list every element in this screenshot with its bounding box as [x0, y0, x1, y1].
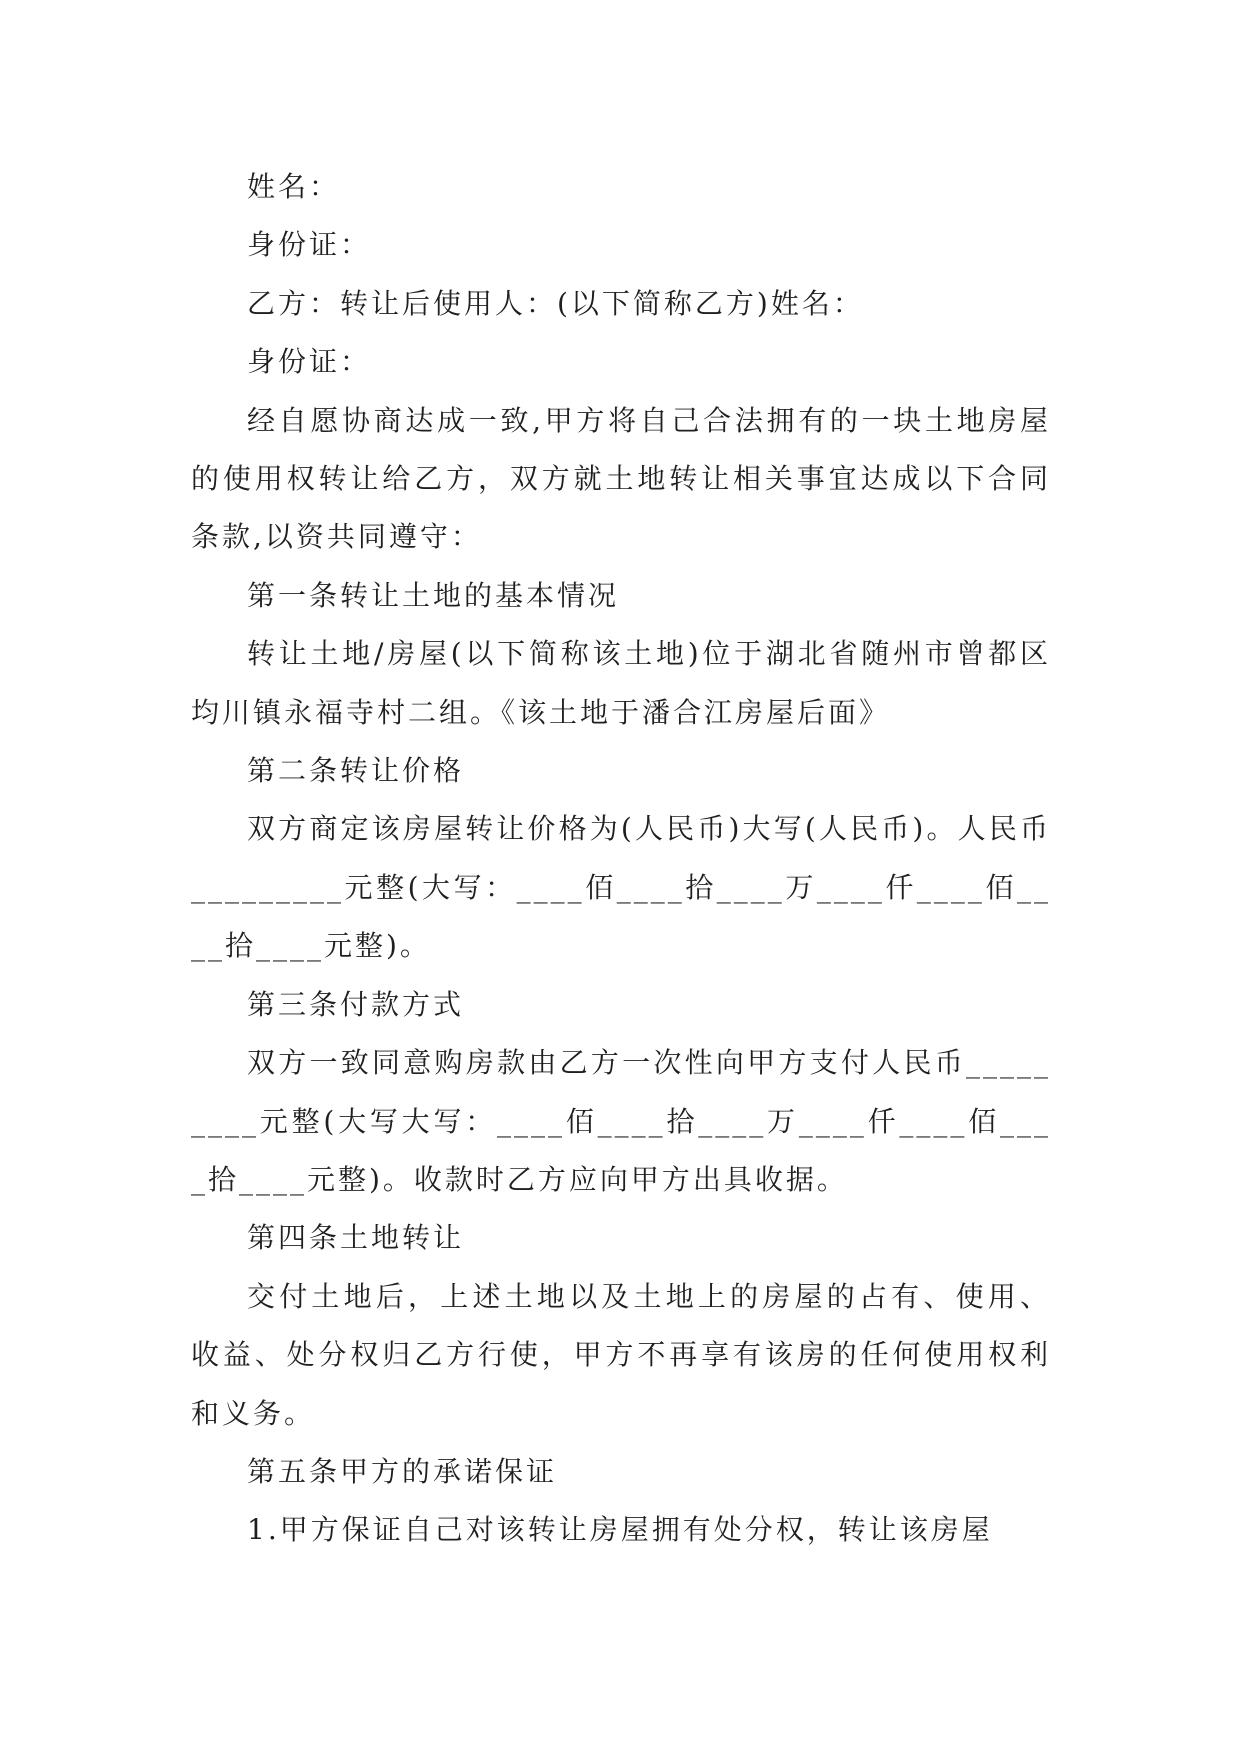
article-5-heading: 第五条甲方的承诺保证 [247, 1454, 558, 1488]
article-4-body: 交付土地后，上述土地以及土地上的房屋的占有、使用、收益、处分权归乙方行使，甲方不再享有该房的任何使用权利和义务。 [191, 1279, 1051, 1430]
article-2-body: 双方商定该房屋转让价格为(人民币)大写(人民币)。人民币_________元整(大写：____佰____拾____万____仟____佰____拾____元整)。 [191, 812, 1051, 963]
article-3-heading: 第三条付款方式 [247, 987, 465, 1021]
preamble-paragraph: 经自愿协商达成一致,甲方将自己合法拥有的一块土地房屋的使用权转让给乙方，双方就土地转让相关事宜达成以下合同条款,以资共同遵守： [191, 403, 1051, 554]
article-1-body: 转让土地/房屋(以下简称该土地)位于湖北省随州市曾都区均川镇永福寺村二组。《该土地于潘合江房屋后面》 [191, 637, 1051, 729]
article-1-heading: 第一条转让土地的基本情况 [247, 578, 620, 612]
article-2-heading: 第二条转让价格 [247, 754, 465, 788]
party-b-line: 乙方：转让后使用人：(以下简称乙方)姓名： [247, 286, 864, 320]
document-body [191, 158, 1051, 1560]
article-3-body: 双方一致同意购房款由乙方一次性向甲方支付人民币_________元整(大写大写：____佰____拾____万____仟____佰____拾____元整)。收款时乙方应向甲方出具收据。 [191, 1046, 1051, 1196]
article-4-heading: 第四条土地转让 [247, 1221, 465, 1255]
name-line-party-a: 姓名： [247, 170, 341, 203]
article-5-item-1: 1.甲方保证自己对该转让房屋拥有处分权，转让该房屋 [247, 1513, 993, 1547]
id-line-party-a: 身份证： [247, 228, 372, 262]
id-line-party-b: 身份证： [247, 345, 372, 379]
